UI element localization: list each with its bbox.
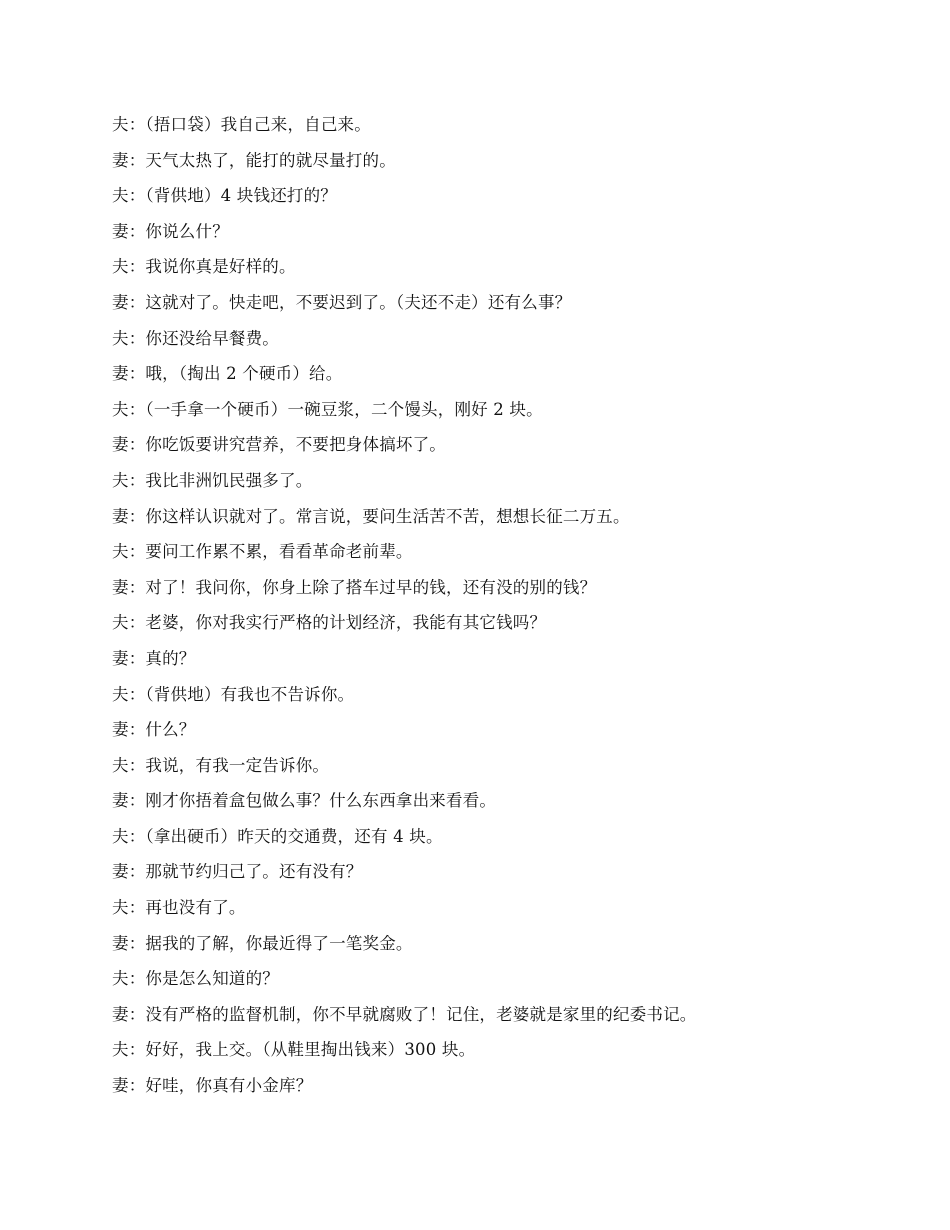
dialogue-line: 妻：据我的了解，你最近得了一笔奖金。 [112,933,413,953]
dialogue-line: 夫：我说你真是好样的。 [112,257,296,277]
dialogue-line: 妻：这就对了。快走吧，不要迟到了。（夫还不走）还有么事？ [112,292,572,312]
dialogue-line: 夫：你是怎么知道的？ [112,969,279,989]
dialogue-line: 夫：你还没给早餐费。 [112,328,279,348]
dialogue-line: 妻：你吃饭要讲究营养，不要把身体搞坏了。 [112,435,446,455]
dialogue-line: 夫：（一手拿一个硬币）一碗豆浆，二个馒头，刚好 2 块。 [112,399,543,419]
dialogue-line: 妻：好哇，你真有小金库？ [112,1076,313,1096]
dialogue-line: 夫：老婆，你对我实行严格的计划经济，我能有其它钱吗？ [112,613,547,633]
dialogue-list [112,111,912,1108]
dialogue-line: 夫：再也没有了。 [112,898,246,918]
dialogue-line: 夫：（捂口袋）我自己来，自己来。 [112,115,371,134]
dialogue-line: 夫：我说，有我一定告诉你。 [112,755,330,775]
dialogue-line: 妻：你这样认识就对了。常言说，要问生活苦不苦，想想长征二万五。 [112,506,630,526]
dialogue-line: 妻：没有严格的监督机制，你不早就腐败了！记住，老婆就是家里的纪委书记。 [112,1004,697,1024]
dialogue-line: 妻：哦，（掏出 2 个硬币）给。 [112,364,343,384]
dialogue-line: 夫：（背供地）4 块钱还打的？ [112,186,337,206]
dialogue-line: 妻：那就节约归己了。还有没有？ [112,862,363,882]
dialogue-line: 夫：（背供地）有我也不告诉你。 [112,684,355,704]
dialogue-line: 夫：要问工作累不累，看看革命老前辈。 [112,542,413,562]
dialogue-line: 妻：真的？ [112,648,196,668]
dialogue-line: 夫：好好，我上交。（从鞋里掏出钱来）300 块。 [112,1040,476,1060]
dialogue-line: 妻：你说么什？ [112,221,229,241]
dialogue-line: 妻：刚才你捂着盒包做么事？什么东西拿出来看看。 [112,791,497,811]
dialogue-line: 妻：对了！我问你，你身上除了搭车过早的钱，还有没的别的钱？ [112,577,597,597]
dialogue-line: 夫：我比非洲饥民强多了。 [112,470,313,490]
dialogue-line: 夫：（拿出硬币）昨天的交通费，还有 4 块。 [112,826,443,846]
dialogue-line: 妻：天气太热了，能打的就尽量打的。 [112,150,396,170]
dialogue-line: 妻：什么？ [112,720,196,740]
